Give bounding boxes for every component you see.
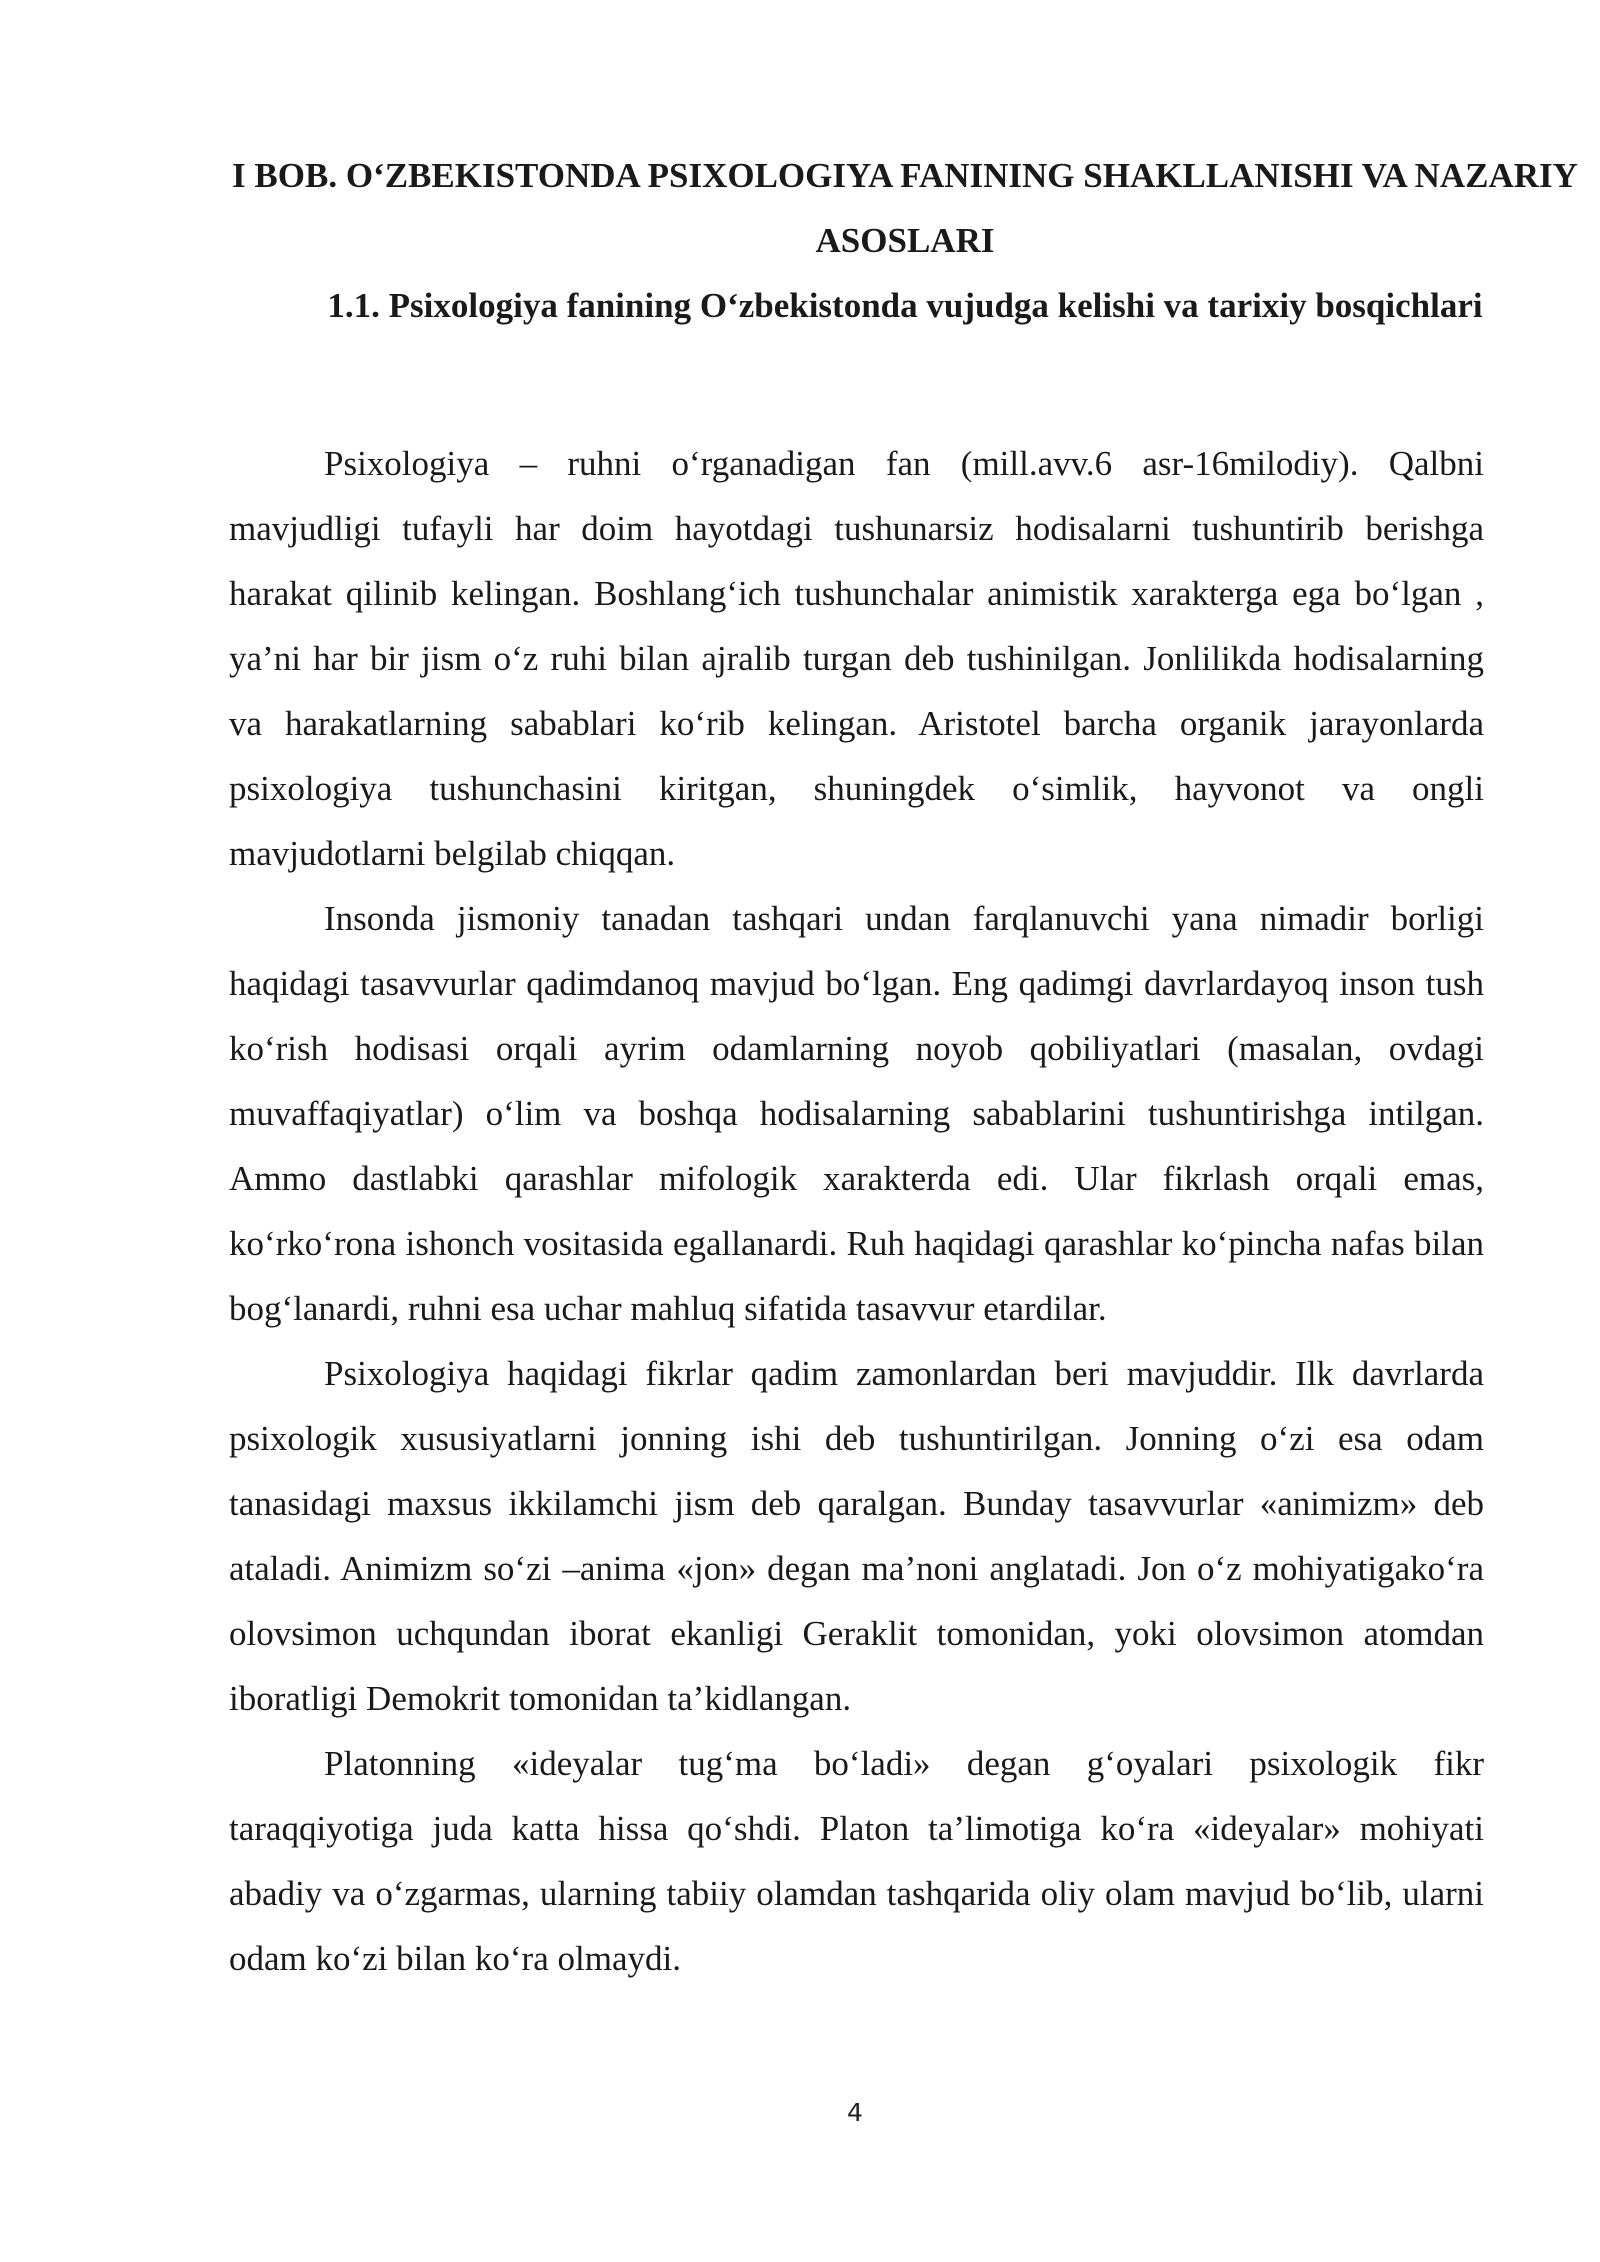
paragraph: Platonning «ideyalar tug‘ma bo‘ladi» degan g‘oyalari psixologik fikr taraqqiyotiga juda katta hissa qo‘shdi. Platon ta’limotiga ko‘ra «ideyalar» mohiyati abadiy va o‘zgarmas, ularning tabiiy olamdan tashqarida oliy olam mavjud bo‘lib, ularni odam ko‘zi bilan ko‘ra olmaydi. xyxy=(229,1744,1484,1978)
section-title: 1.1. Psixologiya fanining O‘zbekistonda vujudga kelishi va tarixiy bosqichlari xyxy=(327,286,1483,325)
body-text xyxy=(229,431,1484,1991)
paragraph: Insonda jismoniy tanadan tashqari undan farqlanuvchi yana nimadir borligi haqidagi tasavvurlar qadimdanoq mavjud bo‘lgan. Eng qadimgi davrlardayoq inson tush ko‘rish hodisasi orqali ayrim odamlarning noyob qobiliyatlari (masalan, ovdagi muvaffaqiyatlar) o‘lim va boshqa hodisalarning sabablarini tushuntirishga intilgan. Ammo dastlabki qarashlar mifologik xarakterda edi. Ular fikrlash orqali emas, ko‘rko‘rona ishonch vositasida egallanardi. Ruh haqidagi qarashlar ko‘pincha nafas bilan bog‘lanardi, ruhni esa uchar mahluq sifatida tasavvur etardilar. xyxy=(229,899,1484,1328)
paragraph: Psixologiya – ruhni o‘rganadigan fan (mill.avv.6 asr-16milodiy). Qalbni mavjudligi tufayli har doim hayotdagi tushunarsiz hodisalarni tushuntirib berishga harakat qilinib kelingan. Boshlang‘ich tushunchalar animistik xarakterga ega bo‘lgan , ya’ni har bir jism o‘z ruhi bilan ajralib turgan deb tushinilgan. Jonlilikda hodisalarning va harakatlarning sabablari ko‘rib kelingan. Aristotel barcha organik jarayonlarda psixologiya tushunchasini kiritgan, shuningdek o‘simlik, hayvonot va ongli mavjudotlarni belgilab chiqqan. xyxy=(229,444,1484,873)
paragraph: Psixologiya haqidagi fikrlar qadim zamonlardan beri mavjuddir. Ilk davrlarda psixologik xususiyatlarni jonning ishi deb tushuntirilgan. Jonning o‘zi esa odam tanasidagi maxsus ikkilamchi jism deb qaralgan. Bunday tasavvurlar «animizm» deb ataladi. Animizm so‘zi –anima «jon» degan ma’noni anglatadi. Jon o‘z mohiyatigako‘ra olovsimon uchqundan iborat ekanligi Geraklit tomonidan, yoki olovsimon atomdan iboratligi Demokrit tomonidan ta’kidlangan. xyxy=(229,1354,1484,1718)
chapter-title: I BOB. O‘ZBEKISTONDA PSIXOLOGIYA FANINING SHAKLLANISHI VA NAZARIY ASOSLARI xyxy=(232,156,1578,260)
page-number: 4 xyxy=(847,2098,863,2127)
